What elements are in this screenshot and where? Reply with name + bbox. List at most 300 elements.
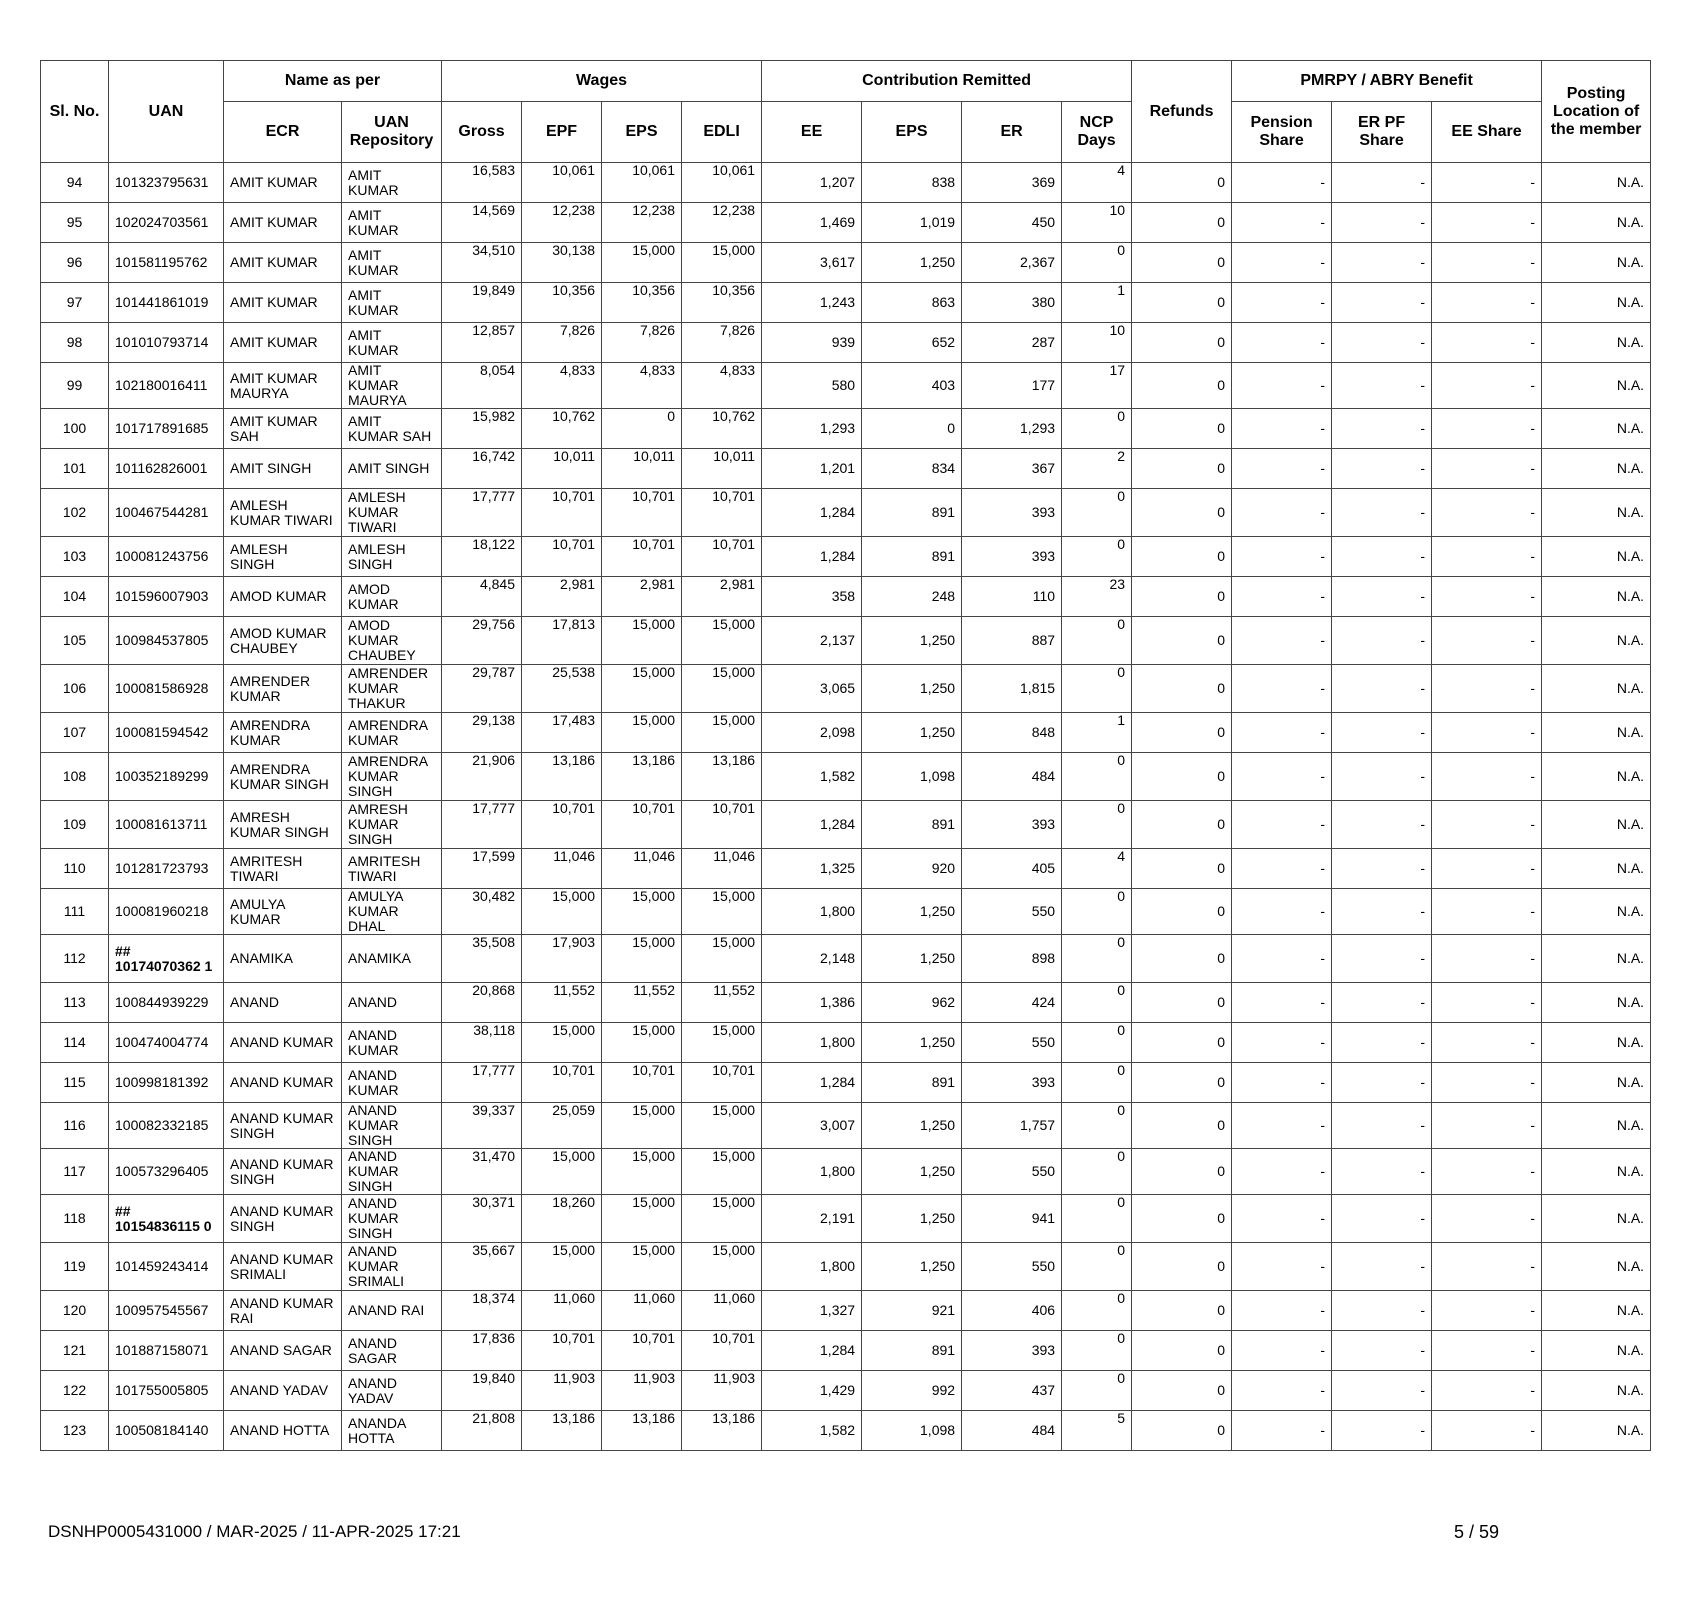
cell-name-uan-repository: AMRENDER KUMAR THAKUR <box>342 665 442 713</box>
cell-ee: 1,429 <box>762 1371 862 1411</box>
cell-gross: 8,054 <box>442 363 522 409</box>
table-row <box>41 801 1651 849</box>
cell-uan: 102180016411 <box>109 363 224 409</box>
cell-eps: 13,186 <box>602 1411 682 1451</box>
cell-er-pf-share: - <box>1332 1371 1432 1411</box>
cell-er: 406 <box>962 1291 1062 1331</box>
cell-posting-location: N.A. <box>1542 1103 1651 1149</box>
cell-ee-share: - <box>1432 409 1542 449</box>
cell-sl-no: 122 <box>41 1371 109 1411</box>
cell-name-ecr: AMIT KUMAR <box>224 203 342 243</box>
cell-er: 393 <box>962 801 1062 849</box>
cell-posting-location: N.A. <box>1542 243 1651 283</box>
cell-pension-share: - <box>1232 449 1332 489</box>
cell-er: 367 <box>962 449 1062 489</box>
cell-ncp-days: 2 <box>1062 449 1132 489</box>
cell-gross: 30,482 <box>442 889 522 935</box>
cell-ee-share: - <box>1432 935 1542 983</box>
cell-name-ecr: AMRENDRA KUMAR SINGH <box>224 753 342 801</box>
cell-epf: 17,483 <box>522 713 602 753</box>
cell-er-pf-share: - <box>1332 1063 1432 1103</box>
cell-name-uan-repository: AMIT KUMAR MAURYA <box>342 363 442 409</box>
cell-er-pf-share: - <box>1332 577 1432 617</box>
cell-gross: 17,777 <box>442 1063 522 1103</box>
cell-name-ecr: AMIT KUMAR <box>224 283 342 323</box>
cell-eps-contribution: 962 <box>862 983 962 1023</box>
cell-posting-location: N.A. <box>1542 203 1651 243</box>
cell-ee-share: - <box>1432 617 1542 665</box>
cell-refunds: 0 <box>1132 1331 1232 1371</box>
cell-name-ecr: ANAND KUMAR SINGH <box>224 1195 342 1243</box>
cell-pension-share: - <box>1232 409 1332 449</box>
cell-ee-share: - <box>1432 537 1542 577</box>
cell-eps-contribution: 403 <box>862 363 962 409</box>
cell-gross: 12,857 <box>442 323 522 363</box>
cell-epf: 15,000 <box>522 889 602 935</box>
cell-edli: 10,356 <box>682 283 762 323</box>
cell-pension-share: - <box>1232 713 1332 753</box>
cell-uan: 100082332185 <box>109 1103 224 1149</box>
cell-er-pf-share: - <box>1332 801 1432 849</box>
cell-posting-location: N.A. <box>1542 1195 1651 1243</box>
cell-ncp-days: 0 <box>1062 889 1132 935</box>
cell-epf: 10,762 <box>522 409 602 449</box>
cell-ee-share: - <box>1432 243 1542 283</box>
table-row <box>41 849 1651 889</box>
cell-er: 2,367 <box>962 243 1062 283</box>
cell-posting-location: N.A. <box>1542 163 1651 203</box>
table-row <box>41 1291 1651 1331</box>
cell-ee: 1,386 <box>762 983 862 1023</box>
cell-er-pf-share: - <box>1332 163 1432 203</box>
cell-epf: 10,061 <box>522 163 602 203</box>
cell-er: 1,757 <box>962 1103 1062 1149</box>
page-number: 5 / 59 <box>1454 1522 1500 1542</box>
cell-pension-share: - <box>1232 753 1332 801</box>
cell-refunds: 0 <box>1132 243 1232 283</box>
cell-gross: 18,374 <box>442 1291 522 1331</box>
cell-er-pf-share: - <box>1332 203 1432 243</box>
cell-epf: 15,000 <box>522 1023 602 1063</box>
cell-er-pf-share: - <box>1332 1023 1432 1063</box>
cell-refunds: 0 <box>1132 283 1232 323</box>
cell-name-uan-repository: AMOD KUMAR <box>342 577 442 617</box>
cell-ncp-days: 0 <box>1062 489 1132 537</box>
cell-ncp-days: 4 <box>1062 163 1132 203</box>
cell-sl-no: 121 <box>41 1331 109 1371</box>
cell-name-ecr: AMIT KUMAR SAH <box>224 409 342 449</box>
table-row <box>41 983 1651 1023</box>
cell-name-ecr: ANAND <box>224 983 342 1023</box>
cell-er: 887 <box>962 617 1062 665</box>
cell-eps: 11,046 <box>602 849 682 889</box>
cell-er: 550 <box>962 1149 1062 1195</box>
cell-ee: 3,617 <box>762 243 862 283</box>
cell-posting-location: N.A. <box>1542 1149 1651 1195</box>
cell-ee: 3,007 <box>762 1103 862 1149</box>
cell-eps-contribution: 1,098 <box>862 753 962 801</box>
cell-er: 110 <box>962 577 1062 617</box>
cell-epf: 25,538 <box>522 665 602 713</box>
cell-posting-location: N.A. <box>1542 713 1651 753</box>
cell-uan: 101596007903 <box>109 577 224 617</box>
cell-eps-contribution: 652 <box>862 323 962 363</box>
cell-gross: 30,371 <box>442 1195 522 1243</box>
cell-uan: 101755005805 <box>109 1371 224 1411</box>
cell-ee: 3,065 <box>762 665 862 713</box>
cell-eps-contribution: 1,250 <box>862 1243 962 1291</box>
cell-eps: 12,238 <box>602 203 682 243</box>
cell-sl-no: 105 <box>41 617 109 665</box>
cell-er-pf-share: - <box>1332 1331 1432 1371</box>
cell-posting-location: N.A. <box>1542 537 1651 577</box>
cell-name-uan-repository: AMRESH KUMAR SINGH <box>342 801 442 849</box>
cell-name-ecr: AMLESH SINGH <box>224 537 342 577</box>
cell-posting-location: N.A. <box>1542 753 1651 801</box>
cell-er-pf-share: - <box>1332 753 1432 801</box>
cell-ee-share: - <box>1432 363 1542 409</box>
cell-edli: 2,981 <box>682 577 762 617</box>
cell-ncp-days: 0 <box>1062 243 1132 283</box>
cell-name-uan-repository: AMULYA KUMAR DHAL <box>342 889 442 935</box>
cell-uan: 101323795631 <box>109 163 224 203</box>
cell-pension-share: - <box>1232 665 1332 713</box>
cell-sl-no: 109 <box>41 801 109 849</box>
cell-sl-no: 112 <box>41 935 109 983</box>
cell-name-uan-repository: AMRENDRA KUMAR <box>342 713 442 753</box>
header-pmrpy-abry: PMRPY / ABRY Benefit <box>1232 61 1542 102</box>
cell-sl-no: 107 <box>41 713 109 753</box>
cell-gross: 19,840 <box>442 1371 522 1411</box>
cell-eps-contribution: 838 <box>862 163 962 203</box>
cell-sl-no: 98 <box>41 323 109 363</box>
cell-pension-share: - <box>1232 1411 1332 1451</box>
cell-eps: 10,701 <box>602 1063 682 1103</box>
cell-ee: 1,284 <box>762 1063 862 1103</box>
cell-name-ecr: ANAND KUMAR SINGH <box>224 1149 342 1195</box>
cell-ncp-days: 5 <box>1062 1411 1132 1451</box>
cell-name-uan-repository: ANAND KUMAR SINGH <box>342 1103 442 1149</box>
table-row <box>41 1195 1651 1243</box>
header-posting-location: Posting Location of the member <box>1542 61 1651 163</box>
cell-eps-contribution: 0 <box>862 409 962 449</box>
cell-ee: 1,201 <box>762 449 862 489</box>
table-row <box>41 243 1651 283</box>
header-er-pf-share: ER PF Share <box>1332 102 1432 163</box>
cell-epf: 7,826 <box>522 323 602 363</box>
cell-er: 393 <box>962 537 1062 577</box>
cell-eps-contribution: 891 <box>862 1331 962 1371</box>
cell-gross: 20,868 <box>442 983 522 1023</box>
table-row <box>41 665 1651 713</box>
cell-posting-location: N.A. <box>1542 1023 1651 1063</box>
cell-sl-no: 96 <box>41 243 109 283</box>
cell-name-ecr: ANAND KUMAR <box>224 1023 342 1063</box>
cell-epf: 10,356 <box>522 283 602 323</box>
table-row <box>41 1023 1651 1063</box>
cell-ee: 1,284 <box>762 489 862 537</box>
cell-name-ecr: AMOD KUMAR <box>224 577 342 617</box>
cell-edli: 10,701 <box>682 801 762 849</box>
cell-eps: 10,011 <box>602 449 682 489</box>
cell-refunds: 0 <box>1132 449 1232 489</box>
cell-ncp-days: 10 <box>1062 203 1132 243</box>
cell-ee: 2,098 <box>762 713 862 753</box>
cell-ee: 1,582 <box>762 753 862 801</box>
cell-posting-location: N.A. <box>1542 449 1651 489</box>
cell-posting-location: N.A. <box>1542 1063 1651 1103</box>
cell-ncp-days: 0 <box>1062 983 1132 1023</box>
cell-epf: 13,186 <box>522 1411 602 1451</box>
cell-posting-location: N.A. <box>1542 1291 1651 1331</box>
cell-refunds: 0 <box>1132 983 1232 1023</box>
cell-eps-contribution: 920 <box>862 849 962 889</box>
cell-er: 424 <box>962 983 1062 1023</box>
cell-ee-share: - <box>1432 1331 1542 1371</box>
cell-eps: 15,000 <box>602 1023 682 1063</box>
cell-edli: 15,000 <box>682 889 762 935</box>
cell-eps: 10,061 <box>602 163 682 203</box>
cell-epf: 10,701 <box>522 1331 602 1371</box>
cell-sl-no: 115 <box>41 1063 109 1103</box>
cell-eps: 11,903 <box>602 1371 682 1411</box>
cell-gross: 35,508 <box>442 935 522 983</box>
cell-refunds: 0 <box>1132 1291 1232 1331</box>
cell-refunds: 0 <box>1132 617 1232 665</box>
header-uan-repository: UAN Repository <box>342 102 442 163</box>
cell-ee-share: - <box>1432 163 1542 203</box>
cell-refunds: 0 <box>1132 889 1232 935</box>
cell-edli: 11,046 <box>682 849 762 889</box>
cell-ncp-days: 0 <box>1062 617 1132 665</box>
cell-pension-share: - <box>1232 1291 1332 1331</box>
table-row <box>41 1149 1651 1195</box>
header-pension-share: Pension Share <box>1232 102 1332 163</box>
cell-er: 550 <box>962 1023 1062 1063</box>
header-eps: EPS <box>602 102 682 163</box>
cell-ee-share: - <box>1432 1103 1542 1149</box>
cell-er: 393 <box>962 489 1062 537</box>
cell-refunds: 0 <box>1132 1411 1232 1451</box>
cell-ncp-days: 0 <box>1062 753 1132 801</box>
cell-edli: 13,186 <box>682 753 762 801</box>
cell-ncp-days: 0 <box>1062 1331 1132 1371</box>
cell-uan: 100984537805 <box>109 617 224 665</box>
cell-er-pf-share: - <box>1332 889 1432 935</box>
cell-epf: 11,552 <box>522 983 602 1023</box>
header-name-as-per: Name as per <box>224 61 442 102</box>
cell-pension-share: - <box>1232 1243 1332 1291</box>
cell-er: 484 <box>962 1411 1062 1451</box>
header-eps-contribution: EPS <box>862 102 962 163</box>
cell-epf: 30,138 <box>522 243 602 283</box>
cell-pension-share: - <box>1232 243 1332 283</box>
cell-edli: 15,000 <box>682 665 762 713</box>
cell-posting-location: N.A. <box>1542 363 1651 409</box>
cell-epf: 13,186 <box>522 753 602 801</box>
cell-refunds: 0 <box>1132 1063 1232 1103</box>
table-row <box>41 1331 1651 1371</box>
cell-sl-no: 97 <box>41 283 109 323</box>
table-row <box>41 537 1651 577</box>
cell-sl-no: 102 <box>41 489 109 537</box>
cell-uan: 100081594542 <box>109 713 224 753</box>
cell-refunds: 0 <box>1132 849 1232 889</box>
cell-posting-location: N.A. <box>1542 577 1651 617</box>
cell-sl-no: 123 <box>41 1411 109 1451</box>
cell-er-pf-share: - <box>1332 1243 1432 1291</box>
cell-epf: 10,701 <box>522 537 602 577</box>
cell-eps: 13,186 <box>602 753 682 801</box>
cell-refunds: 0 <box>1132 1103 1232 1149</box>
cell-uan: 101887158071 <box>109 1331 224 1371</box>
cell-gross: 34,510 <box>442 243 522 283</box>
cell-epf: 12,238 <box>522 203 602 243</box>
cell-eps: 15,000 <box>602 1195 682 1243</box>
cell-er: 405 <box>962 849 1062 889</box>
cell-name-uan-repository: AMIT KUMAR <box>342 163 442 203</box>
cell-sl-no: 111 <box>41 889 109 935</box>
cell-edli: 10,762 <box>682 409 762 449</box>
cell-name-ecr: AMULYA KUMAR <box>224 889 342 935</box>
cell-name-ecr: AMIT KUMAR MAURYA <box>224 363 342 409</box>
cell-er: 393 <box>962 1331 1062 1371</box>
cell-posting-location: N.A. <box>1542 849 1651 889</box>
cell-ncp-days: 4 <box>1062 849 1132 889</box>
cell-sl-no: 99 <box>41 363 109 409</box>
cell-er: 437 <box>962 1371 1062 1411</box>
table-row <box>41 1411 1651 1451</box>
cell-er-pf-share: - <box>1332 849 1432 889</box>
document-reference: DSNHP0005431000 / MAR-2025 / 11-APR-2025 17:21 <box>48 1522 461 1541</box>
cell-uan: 100957545567 <box>109 1291 224 1331</box>
cell-name-uan-repository: ANAND SAGAR <box>342 1331 442 1371</box>
cell-posting-location: N.A. <box>1542 889 1651 935</box>
cell-ncp-days: 17 <box>1062 363 1132 409</box>
cell-er-pf-share: - <box>1332 243 1432 283</box>
cell-er: 177 <box>962 363 1062 409</box>
cell-er: 393 <box>962 1063 1062 1103</box>
cell-er-pf-share: - <box>1332 449 1432 489</box>
cell-ee-share: - <box>1432 1291 1542 1331</box>
cell-epf: 10,701 <box>522 801 602 849</box>
cell-er: 484 <box>962 753 1062 801</box>
cell-er: 941 <box>962 1195 1062 1243</box>
cell-pension-share: - <box>1232 489 1332 537</box>
table-row <box>41 163 1651 203</box>
cell-pension-share: - <box>1232 1371 1332 1411</box>
cell-eps: 10,701 <box>602 1331 682 1371</box>
cell-name-uan-repository: ANANDA HOTTA <box>342 1411 442 1451</box>
cell-ee: 1,284 <box>762 1331 862 1371</box>
cell-uan: 100474004774 <box>109 1023 224 1063</box>
cell-epf: 17,903 <box>522 935 602 983</box>
cell-ee-share: - <box>1432 577 1542 617</box>
cell-refunds: 0 <box>1132 753 1232 801</box>
table-row <box>41 489 1651 537</box>
cell-gross: 35,667 <box>442 1243 522 1291</box>
cell-uan: 100573296405 <box>109 1149 224 1195</box>
cell-name-ecr: ANAND HOTTA <box>224 1411 342 1451</box>
cell-ee: 1,800 <box>762 889 862 935</box>
cell-eps: 10,701 <box>602 489 682 537</box>
cell-ee-share: - <box>1432 1411 1542 1451</box>
cell-refunds: 0 <box>1132 323 1232 363</box>
cell-eps: 15,000 <box>602 1243 682 1291</box>
cell-eps: 15,000 <box>602 1103 682 1149</box>
cell-refunds: 0 <box>1132 1243 1232 1291</box>
cell-name-uan-repository: AMRENDRA KUMAR SINGH <box>342 753 442 801</box>
cell-edli: 11,552 <box>682 983 762 1023</box>
cell-ee: 2,148 <box>762 935 862 983</box>
cell-ee: 1,327 <box>762 1291 862 1331</box>
cell-eps-contribution: 921 <box>862 1291 962 1331</box>
cell-er-pf-share: - <box>1332 983 1432 1023</box>
table-row <box>41 713 1651 753</box>
cell-uan: 101441861019 <box>109 283 224 323</box>
cell-refunds: 0 <box>1132 409 1232 449</box>
cell-epf: 2,981 <box>522 577 602 617</box>
cell-epf: 10,011 <box>522 449 602 489</box>
cell-er: 550 <box>962 1243 1062 1291</box>
cell-er-pf-share: - <box>1332 537 1432 577</box>
cell-er: 450 <box>962 203 1062 243</box>
cell-gross: 19,849 <box>442 283 522 323</box>
cell-sl-no: 120 <box>41 1291 109 1331</box>
cell-name-ecr: AMIT SINGH <box>224 449 342 489</box>
cell-ncp-days: 0 <box>1062 1243 1132 1291</box>
cell-gross: 29,138 <box>442 713 522 753</box>
cell-ee-share: - <box>1432 801 1542 849</box>
header-ecr: ECR <box>224 102 342 163</box>
cell-eps: 15,000 <box>602 617 682 665</box>
table-header <box>41 61 1651 163</box>
cell-ncp-days: 0 <box>1062 1291 1132 1331</box>
cell-name-ecr: AMRESH KUMAR SINGH <box>224 801 342 849</box>
cell-uan: ## 10174070362 1 <box>109 935 224 983</box>
cell-ncp-days: 0 <box>1062 1023 1132 1063</box>
cell-refunds: 0 <box>1132 163 1232 203</box>
header-uan: UAN <box>109 61 224 163</box>
cell-posting-location: N.A. <box>1542 983 1651 1023</box>
cell-uan: 101162826001 <box>109 449 224 489</box>
cell-eps: 15,000 <box>602 665 682 713</box>
cell-pension-share: - <box>1232 801 1332 849</box>
cell-ee: 2,137 <box>762 617 862 665</box>
table-row <box>41 449 1651 489</box>
cell-epf: 11,903 <box>522 1371 602 1411</box>
cell-pension-share: - <box>1232 1331 1332 1371</box>
cell-refunds: 0 <box>1132 935 1232 983</box>
cell-edli: 15,000 <box>682 1149 762 1195</box>
cell-posting-location: N.A. <box>1542 935 1651 983</box>
cell-name-uan-repository: ANAND KUMAR SRIMALI <box>342 1243 442 1291</box>
cell-edli: 7,826 <box>682 323 762 363</box>
cell-er-pf-share: - <box>1332 409 1432 449</box>
cell-ee: 1,800 <box>762 1023 862 1063</box>
table-row <box>41 935 1651 983</box>
cell-refunds: 0 <box>1132 713 1232 753</box>
cell-name-ecr: ANAMIKA <box>224 935 342 983</box>
table-body <box>41 163 1651 1451</box>
cell-edli: 12,238 <box>682 203 762 243</box>
cell-epf: 4,833 <box>522 363 602 409</box>
cell-eps-contribution: 1,250 <box>862 1023 962 1063</box>
cell-eps: 4,833 <box>602 363 682 409</box>
cell-posting-location: N.A. <box>1542 1331 1651 1371</box>
cell-name-uan-repository: AMIT KUMAR <box>342 283 442 323</box>
cell-er: 1,293 <box>962 409 1062 449</box>
